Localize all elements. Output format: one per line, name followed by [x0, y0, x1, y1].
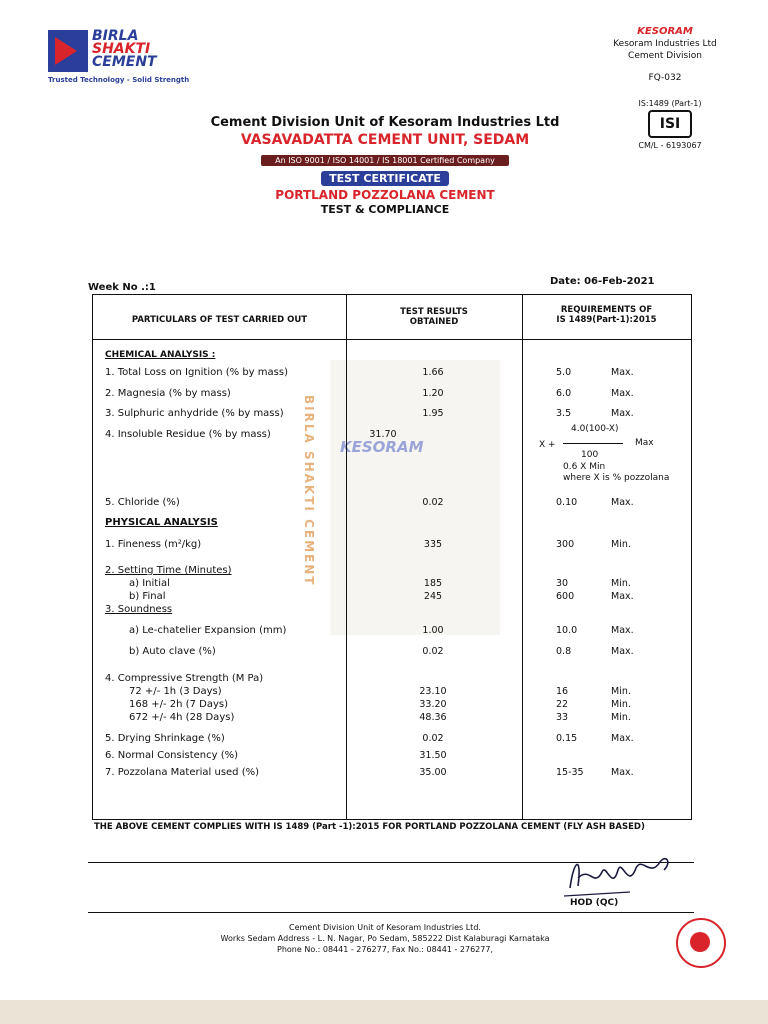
column-divider: [346, 295, 347, 819]
row-particular: 6. Normal Consistency (%): [105, 750, 239, 761]
row-result: 185: [423, 578, 443, 589]
unit-name: VASAVADATTA CEMENT UNIT, SEDAM: [240, 132, 530, 148]
watermark-logo: KESORAM: [340, 438, 424, 456]
row-result: 0.02: [422, 497, 444, 508]
row-limit: Max.: [611, 591, 634, 602]
compliance-statement: THE ABOVE CEMENT COMPLIES WITH IS 1489 (Part -1):2015 FOR PORTLAND POZZOLANA CEMENT (FLY ASH BASED): [94, 822, 645, 832]
row-particular: 4. Insoluble Residue (% by mass): [105, 429, 271, 440]
certificate-title: TEST CERTIFICATE: [321, 171, 449, 186]
product-name: PORTLAND POZZOLANA CEMENT: [275, 188, 495, 202]
row-limit: Max.: [611, 767, 634, 778]
row-limit: Max.: [611, 733, 634, 744]
row-limit: Min.: [611, 686, 631, 697]
bottom-scan-strip: [0, 1000, 768, 1024]
row-particular: a) Initial: [129, 578, 170, 589]
brand-line1: BIRLA: [92, 28, 139, 44]
iso-banner: An ISO 9001 / ISO 14001 / IS 18001 Certified Company: [261, 155, 509, 166]
kesoram-line1: Kesoram Industries Ltd: [613, 39, 717, 49]
row-result: 335: [423, 539, 443, 550]
row-particular: b) Auto clave (%): [129, 646, 216, 657]
brand-mark-icon: [48, 30, 88, 72]
hod-label: HOD (QC): [570, 898, 619, 908]
brand-line2: SHAKTI: [92, 41, 151, 57]
row-result: 1.20: [422, 388, 444, 399]
formula-denominator: 100: [581, 450, 599, 460]
row-requirement: 300: [556, 539, 575, 550]
kesoram-block: [600, 26, 730, 84]
footer-line3: Phone No.: 08441 - 276277, Fax No.: 08441 - 276277,: [277, 945, 493, 954]
row-particular: 5. Chloride (%): [105, 497, 180, 508]
row-result: 1.66: [422, 367, 444, 378]
row-result: 0.02: [422, 733, 444, 744]
row-requirement: 22: [556, 699, 569, 710]
watermark-vertical-text: BIRLA SHAKTI CEMENT: [302, 395, 316, 587]
row-particular: 72 +/- 1h (3 Days): [129, 686, 222, 697]
formula-min: 0.6 X Min: [563, 462, 606, 472]
row-result: 1.95: [422, 408, 444, 419]
brand-tagline: Trusted Technology - Solid Strength: [48, 76, 190, 84]
row-limit: Max.: [611, 408, 634, 419]
row-limit: Min.: [611, 699, 631, 710]
document-subtitle: TEST & COMPLIANCE: [320, 203, 450, 216]
footer-address: [150, 922, 620, 955]
row-requirement: 33: [556, 712, 569, 723]
company-seal-icon: [676, 918, 726, 968]
row-particular: 3. Sulphuric anhydride (% by mass): [105, 408, 284, 419]
row-result: 1.00: [422, 625, 444, 636]
formula-x: X +: [539, 440, 556, 450]
row-result: 48.36: [419, 712, 447, 723]
row-particular: a) Le-chatelier Expansion (mm): [129, 625, 287, 636]
row-requirement: 6.0: [556, 388, 572, 399]
kesoram-line2: Cement Division: [628, 51, 702, 61]
formula-fraction-bar: [563, 443, 623, 444]
divider: [88, 912, 694, 913]
row-requirement: 3.5: [556, 408, 572, 419]
row-requirement: 0.10: [556, 497, 578, 508]
brand-line3: CEMENT: [92, 54, 157, 70]
footer-line2: Works Sedam Address - L. N. Nagar, Po Sedam, 585222 Dist Kalaburagi Karnataka: [220, 934, 550, 943]
row-particular: 5. Drying Shrinkage (%): [105, 733, 225, 744]
row-requirement: 16: [556, 686, 569, 697]
isi-block: [630, 98, 710, 151]
row-limit: Max.: [611, 497, 634, 508]
row-result: 31.50: [419, 750, 447, 761]
header-line1: Cement Division Unit of Kesoram Industries Ltd: [210, 115, 560, 130]
formula-numerator: 4.0(100-X): [571, 424, 619, 434]
test-table: [92, 294, 692, 820]
signature: [560, 848, 680, 902]
row-result: 245: [423, 591, 443, 602]
row-particular: 3. Soundness: [105, 604, 173, 615]
row-requirement: 5.0: [556, 367, 572, 378]
is-standard: IS:1489 (Part-1): [638, 99, 702, 108]
row-particular: 672 +/- 4h (28 Days): [129, 712, 235, 723]
row-limit: Max.: [611, 388, 634, 399]
row-requirement: 0.8: [556, 646, 572, 657]
license-number: CM/L - 6193067: [638, 141, 702, 150]
row-particular: 7. Pozzolana Material used (%): [105, 767, 260, 778]
chemical-analysis-heading: CHEMICAL ANALYSIS :: [105, 350, 216, 360]
row-result: 33.20: [419, 699, 447, 710]
row-limit: Min.: [611, 539, 631, 550]
row-result: 31.70: [369, 429, 397, 440]
row-particular: 168 +/- 2h (7 Days): [129, 699, 228, 710]
header-divider: [93, 339, 691, 340]
col-results-header: [346, 307, 522, 327]
col-results-line1: TEST RESULTS: [400, 307, 468, 317]
footer-line1: Cement Division Unit of Kesoram Industries Ltd.: [289, 923, 481, 932]
col-req-line1: REQUIREMENTS OF: [560, 305, 653, 315]
row-particular: 2. Magnesia (% by mass): [105, 388, 231, 399]
row-limit: Max.: [611, 367, 634, 378]
birla-shakti-logo: [48, 30, 188, 88]
row-result: 35.00: [419, 767, 447, 778]
formula-max: Max: [635, 438, 654, 448]
row-particular: b) Final: [129, 591, 166, 602]
row-particular: 1. Total Loss on Ignition (% by mass): [105, 367, 288, 378]
row-requirement: 10.0: [556, 625, 578, 636]
row-requirement: 15-35: [556, 767, 584, 778]
col-particulars-header: PARTICULARS OF TEST CARRIED OUT: [131, 315, 308, 325]
col-results-line2: OBTAINED: [409, 317, 459, 327]
document-header: [200, 115, 570, 216]
isi-mark-icon: ISI: [648, 110, 692, 138]
row-result: 23.10: [419, 686, 447, 697]
form-code: FQ-032: [648, 73, 682, 83]
document-date: Date: 06-Feb-2021: [550, 276, 655, 287]
row-limit: Min.: [611, 578, 631, 589]
kesoram-logo: KESORAM: [637, 26, 693, 37]
col-req-line2: IS 1489(Part-1):2015: [556, 315, 657, 325]
row-requirement: 0.15: [556, 733, 578, 744]
row-particular: 1. Fineness (m²/kg): [105, 539, 202, 550]
row-limit: Max.: [611, 625, 634, 636]
brand-wordmark: [92, 30, 157, 69]
row-limit: Max.: [611, 646, 634, 657]
row-particular: 4. Compressive Strength (M Pa): [105, 673, 264, 684]
row-requirement: 600: [556, 591, 575, 602]
row-limit: Min.: [611, 712, 631, 723]
physical-analysis-heading: PHYSICAL ANALYSIS: [105, 517, 218, 528]
week-number: Week No .:1: [88, 282, 156, 293]
formula-note: where X is % pozzolana: [563, 473, 670, 483]
row-requirement: 30: [556, 578, 569, 589]
row-result: 0.02: [422, 646, 444, 657]
col-requirements-header: [522, 305, 691, 325]
row-particular: 2. Setting Time (Minutes): [105, 565, 232, 576]
column-divider: [522, 295, 523, 819]
